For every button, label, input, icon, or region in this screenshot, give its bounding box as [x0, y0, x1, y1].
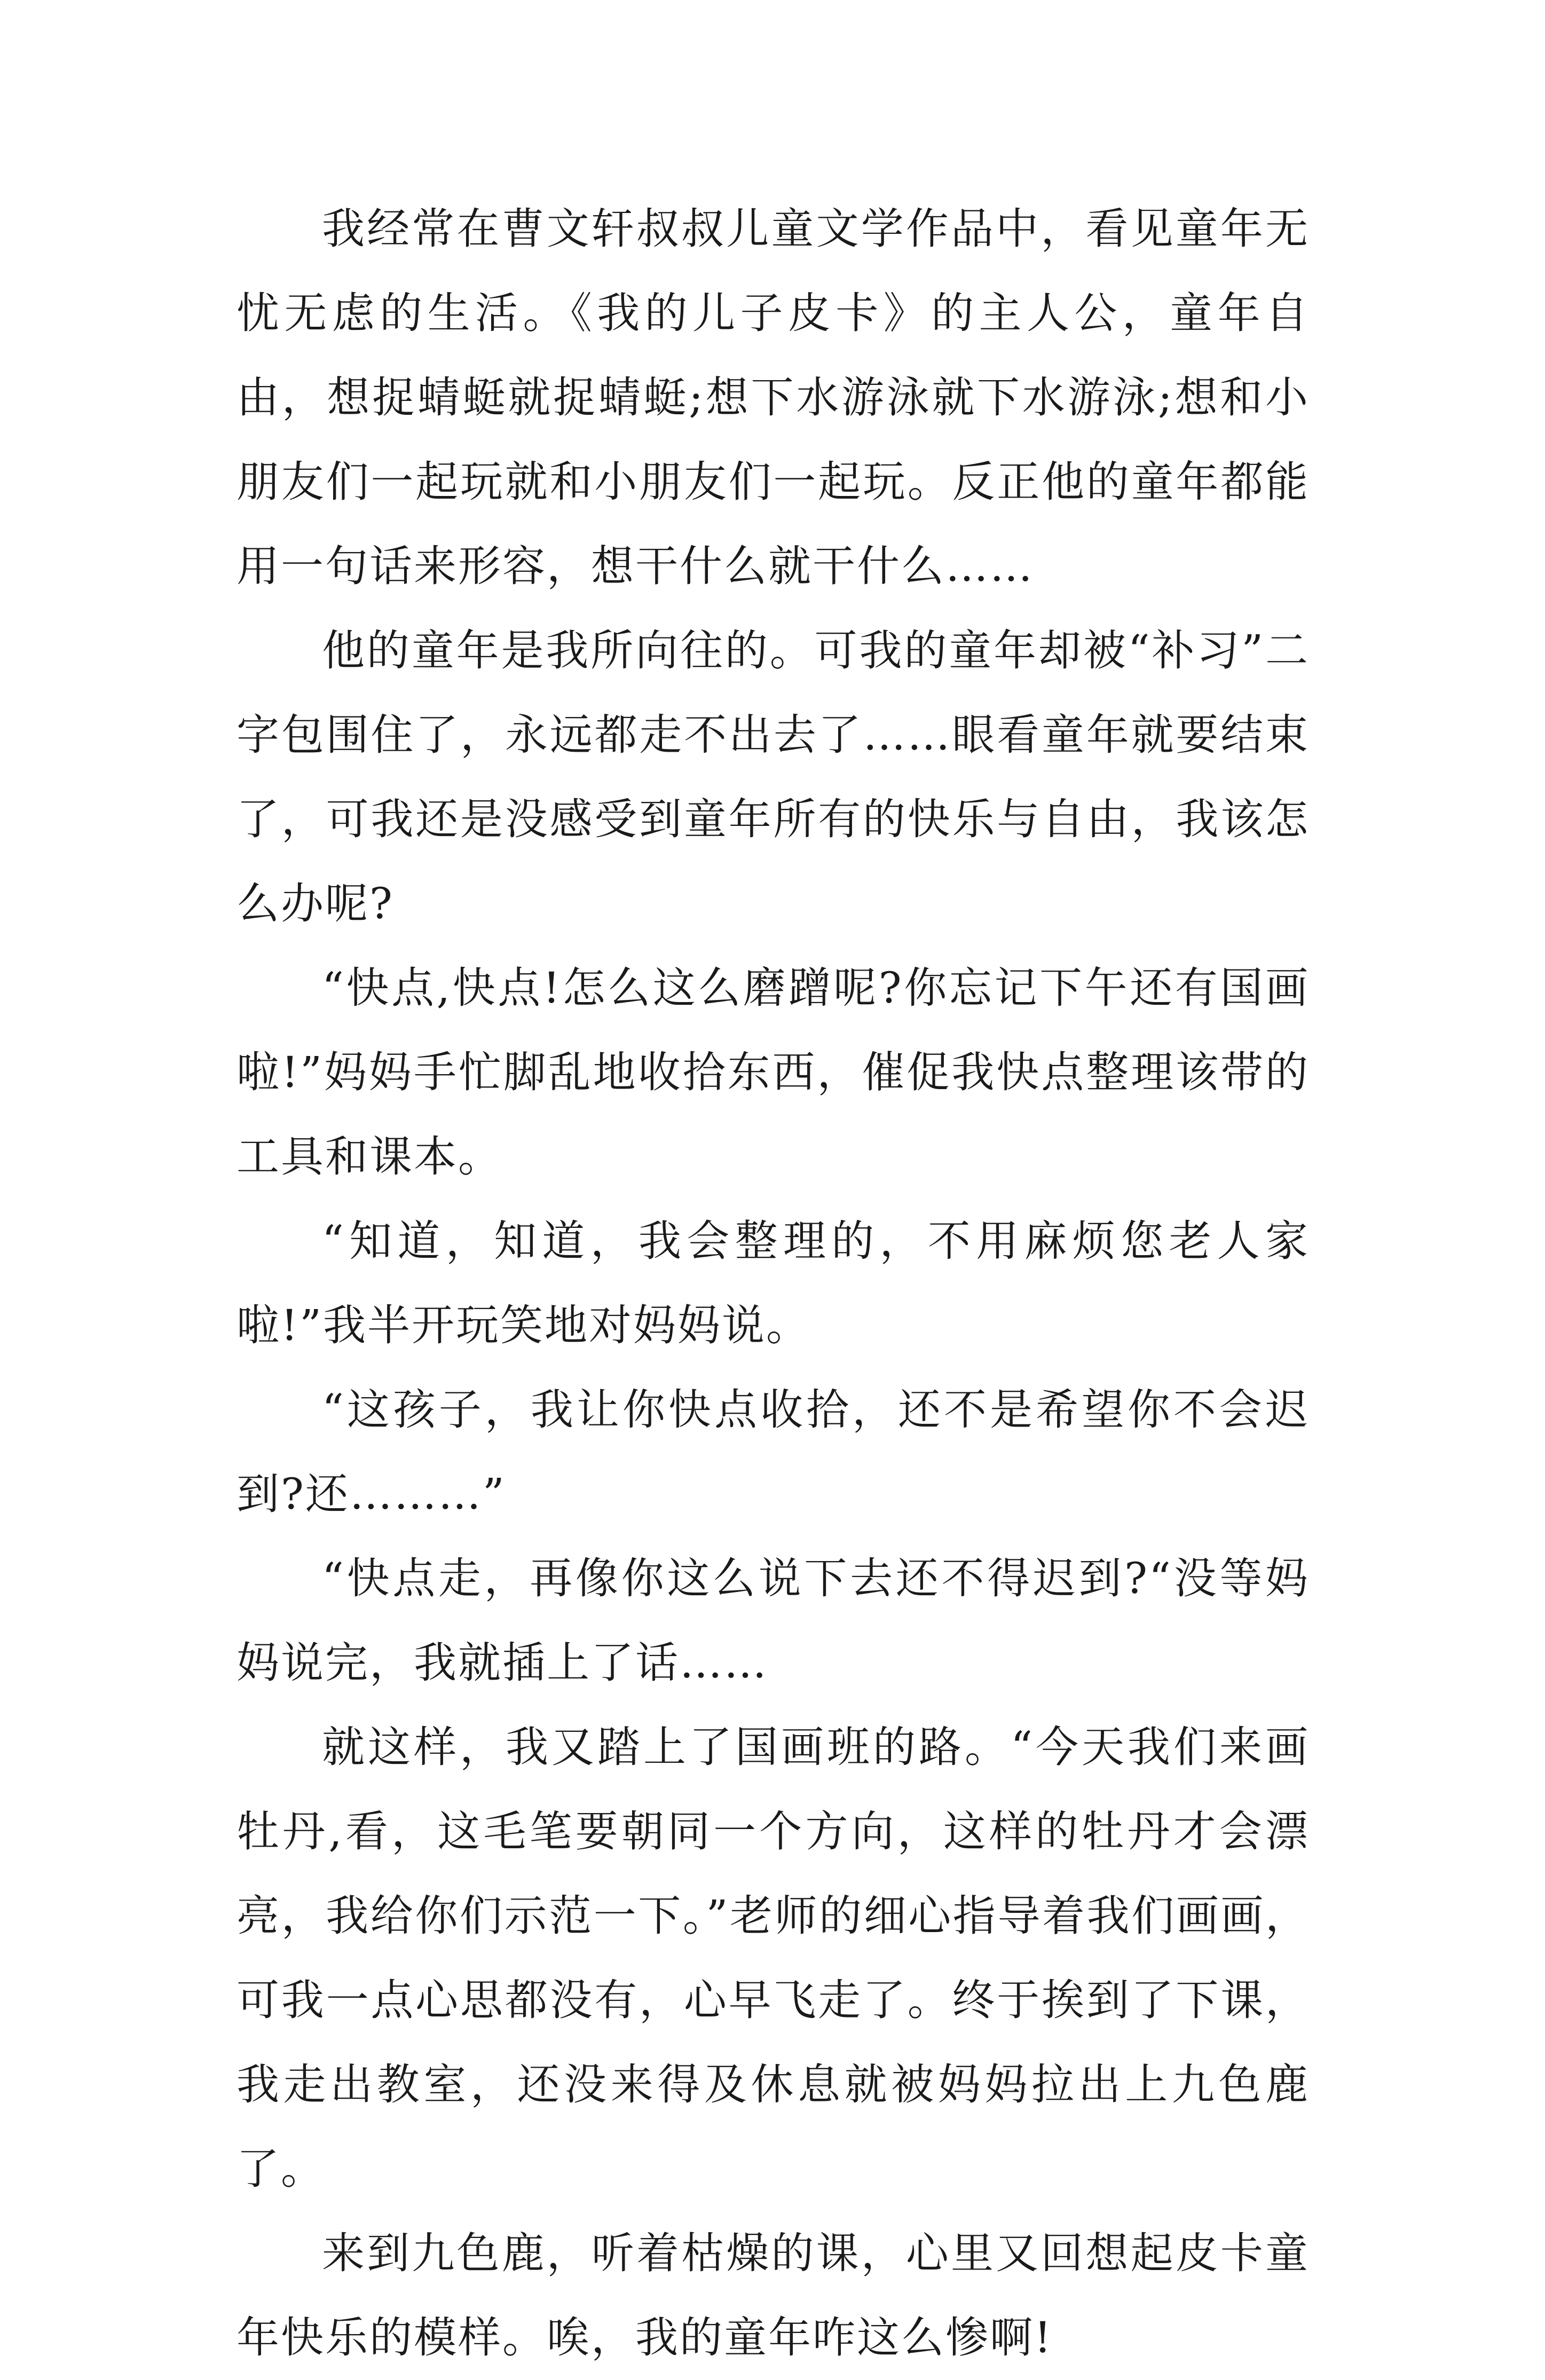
paragraph-8: 来到九色鹿，听着枯燥的课，心里又回想起皮卡童年快乐的模样。唉，我的童年咋这么惨啊!	[237, 2228, 1310, 2362]
paragraph-1: 我经常在曹文轩叔叔儿童文学作品中，看见童年无忧无虑的生活。《我的儿子皮卡》的主人公，童年自由，想捉蜻蜓就捉蜻蜓;想下水游泳就下水游泳;想和小朋友们一起玩就和小朋友们一起玩。反正他的童年都能用一句话来形容，想干什么就干什么……	[237, 204, 1310, 591]
paragraph-5: “这孩子，我让你快点收拾，还不是希望你不会迟到?还………”	[237, 1385, 1310, 1519]
paragraph-6: “快点走，再像你这么说下去还不得迟到?“没等妈妈说完，我就插上了话……	[237, 1554, 1310, 1688]
paragraph-3: “快点,快点!怎么这么磨蹭呢?你忘记下午还有国画啦!”妈妈手忙脚乱地收拾东西，催促我快点整理该带的工具和课本。	[237, 963, 1310, 1181]
paragraph-7: 就这样，我又踏上了国画班的路。“今天我们来画牡丹,看，这毛笔要朝同一个方向，这样的牡丹才会漂亮，我给你们示范一下。”老师的细心指导着我们画画，可我一点心思都没有，心早飞走了。终于挨到了下课，我走出教室，还没来得及休息就被妈妈拉出上九色鹿了。	[237, 1722, 1310, 2194]
paragraph-2: 他的童年是我所向往的。可我的童年却被“补习”二字包围住了，永远都走不出去了……眼看童年就要结束了，可我还是没感受到童年所有的快乐与自由，我该怎么办呢?	[237, 626, 1310, 928]
paragraph-4: “知道，知道，我会整理的，不用麻烦您老人家啦!”我半开玩笑地对妈妈说。	[237, 1216, 1310, 1350]
essay-body	[237, 187, 1310, 2380]
